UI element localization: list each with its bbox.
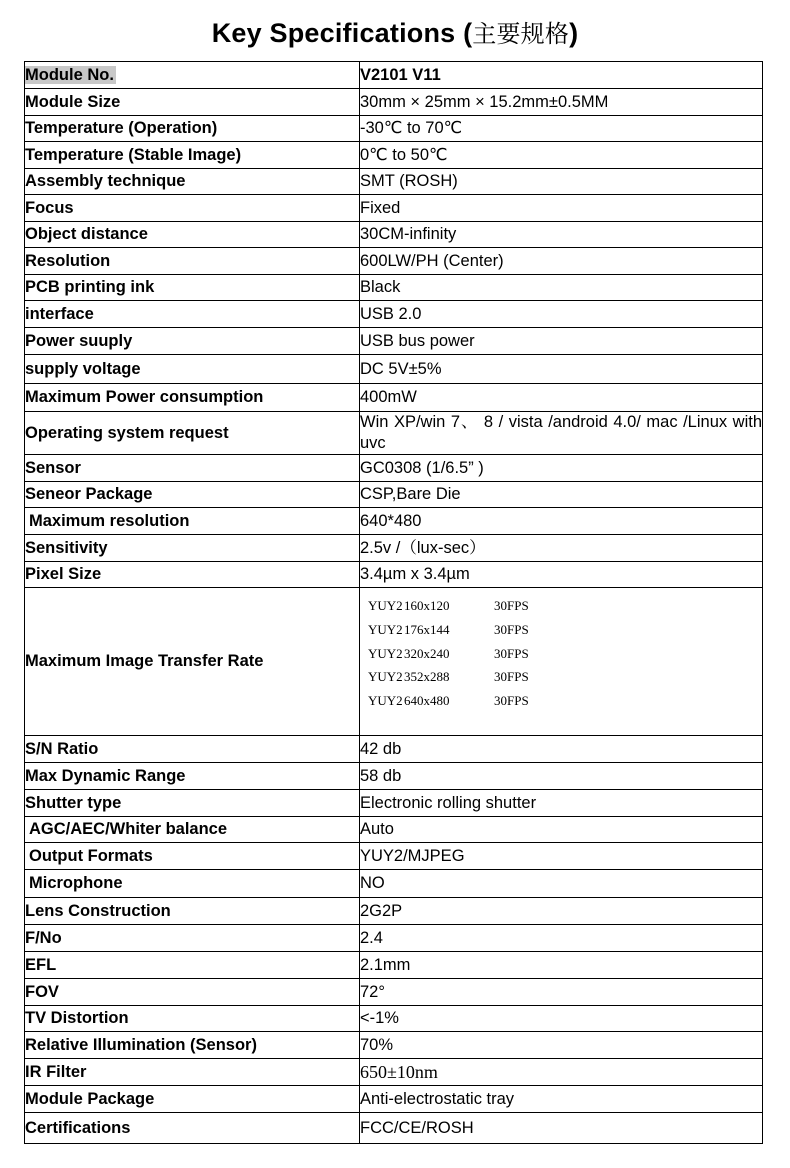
spec-value: Electronic rolling shutter <box>360 790 763 817</box>
table-row <box>25 870 763 898</box>
table-row <box>25 195 763 222</box>
spec-key: Seneor Package <box>25 482 360 508</box>
spec-value: USB 2.0 <box>360 301 763 328</box>
spec-key: Resolution <box>25 248 360 275</box>
spec-key: Sensor <box>25 455 360 482</box>
table-header-row <box>25 62 763 89</box>
spec-value: 2.1mm <box>360 952 763 979</box>
spec-value: GC0308 (1/6.5” ) <box>360 455 763 482</box>
spec-value: 30CM-infinity <box>360 222 763 248</box>
transfer-rate-modes <box>360 588 763 736</box>
spec-key: F/No <box>25 925 360 952</box>
spec-key: Temperature (Operation) <box>25 116 360 142</box>
spec-value: USB bus power <box>360 328 763 355</box>
spec-value: 3.4µm x 3.4µm <box>360 562 763 588</box>
spec-value: 70% <box>360 1032 763 1059</box>
table-row <box>25 535 763 562</box>
spec-value: SMT (ROSH) <box>360 169 763 195</box>
table-row <box>25 952 763 979</box>
header-value: V2101 V11 <box>360 62 763 89</box>
spec-value: 42 db <box>360 736 763 763</box>
table-row <box>25 763 763 790</box>
table-row <box>25 736 763 763</box>
table-row <box>25 142 763 169</box>
spec-key: Relative Illumination (Sensor) <box>25 1032 360 1059</box>
spec-key: Output Formats <box>25 843 360 870</box>
spec-key: Max Dynamic Range <box>25 763 360 790</box>
table-row <box>25 898 763 925</box>
table-row <box>25 508 763 535</box>
page-title: Key Specifications (主要规格) <box>211 18 579 48</box>
table-row <box>25 222 763 248</box>
spec-value: 650±10nm <box>360 1059 763 1086</box>
spec-key: Object distance <box>25 222 360 248</box>
table-row <box>25 562 763 588</box>
table-row <box>25 843 763 870</box>
spec-value: CSP,Bare Die <box>360 482 763 508</box>
table-row <box>25 1032 763 1059</box>
spec-key: Focus <box>25 195 360 222</box>
spec-value: Anti-electrostatic tray <box>360 1086 763 1113</box>
spec-value: 72° <box>360 979 763 1006</box>
spec-value: <-1% <box>360 1006 763 1032</box>
spec-value: 400mW <box>360 384 763 412</box>
table-row <box>25 925 763 952</box>
table-row <box>25 1059 763 1086</box>
spec-key: Operating system request <box>25 412 360 455</box>
spec-key: S/N Ratio <box>25 736 360 763</box>
spec-key: Lens Construction <box>25 898 360 925</box>
spec-key: interface <box>25 301 360 328</box>
table-row <box>25 1006 763 1032</box>
spec-key: Assembly technique <box>25 169 360 195</box>
table-row <box>25 1113 763 1144</box>
spec-key: TV Distortion <box>25 1006 360 1032</box>
spec-value: 600LW/PH (Center) <box>360 248 763 275</box>
transfer-rate-row <box>25 588 763 736</box>
table-row <box>25 355 763 384</box>
transfer-mode: YUY2352x288 30FPS <box>368 669 529 685</box>
spec-value: Auto <box>360 817 763 843</box>
table-row <box>25 89 763 116</box>
table-row <box>25 328 763 355</box>
spec-key: supply voltage <box>25 355 360 384</box>
spec-key: EFL <box>25 952 360 979</box>
spec-value: 30mm × 25mm × 15.2mm±0.5MM <box>360 89 763 116</box>
spec-key: Microphone <box>25 870 360 898</box>
spec-value: DC 5V±5% <box>360 355 763 384</box>
spec-key: Maximum Power consumption <box>25 384 360 412</box>
spec-value: -30℃ to 70℃ <box>360 116 763 142</box>
spec-value: Win XP/win 7、 8 / vista /android 4.0/ mac /Linux with uvc <box>360 412 763 455</box>
spec-key: Temperature (Stable Image) <box>25 142 360 169</box>
table-row <box>25 301 763 328</box>
table-row <box>25 116 763 142</box>
spec-key: PCB printing ink <box>25 275 360 301</box>
spec-key: Pixel Size <box>25 562 360 588</box>
spec-key: Maximum Image Transfer Rate <box>25 588 360 736</box>
table-row <box>25 412 763 455</box>
spec-table <box>24 61 763 1144</box>
spec-value: 0℃ to 50℃ <box>360 142 763 169</box>
table-row <box>25 169 763 195</box>
table-row <box>25 1086 763 1113</box>
spec-value: Fixed <box>360 195 763 222</box>
spec-value: NO <box>360 870 763 898</box>
table-row <box>25 482 763 508</box>
transfer-mode: YUY2176x144 30FPS <box>368 621 529 637</box>
spec-value: YUY2/MJPEG <box>360 843 763 870</box>
spec-key: IR Filter <box>25 1059 360 1086</box>
spec-key: Sensitivity <box>25 535 360 562</box>
spec-key: Certifications <box>25 1113 360 1144</box>
header-key: Module No. <box>25 62 360 89</box>
spec-value: 2G2P <box>360 898 763 925</box>
transfer-mode: YUY2160x120 30FPS <box>368 598 529 613</box>
table-row <box>25 455 763 482</box>
spec-value: 2.4 <box>360 925 763 952</box>
spec-value: FCC/CE/ROSH <box>360 1113 763 1144</box>
transfer-mode: YUY2640x480 30FPS <box>368 693 529 709</box>
table-row <box>25 248 763 275</box>
table-row <box>25 979 763 1006</box>
spec-value: 2.5v /（lux-sec） <box>360 535 763 562</box>
spec-key: Module Package <box>25 1086 360 1113</box>
table-row <box>25 790 763 817</box>
spec-key: AGC/AEC/Whiter balance <box>25 817 360 843</box>
spec-value: Black <box>360 275 763 301</box>
spec-value: 58 db <box>360 763 763 790</box>
spec-value: 640*480 <box>360 508 763 535</box>
transfer-mode: YUY2320x240 30FPS <box>368 645 529 661</box>
table-row <box>25 817 763 843</box>
spec-key: Power suuply <box>25 328 360 355</box>
table-row <box>25 384 763 412</box>
spec-key: Module Size <box>25 89 360 116</box>
spec-key: Maximum resolution <box>25 508 360 535</box>
spec-key: FOV <box>25 979 360 1006</box>
spec-key: Shutter type <box>25 790 360 817</box>
table-row <box>25 275 763 301</box>
